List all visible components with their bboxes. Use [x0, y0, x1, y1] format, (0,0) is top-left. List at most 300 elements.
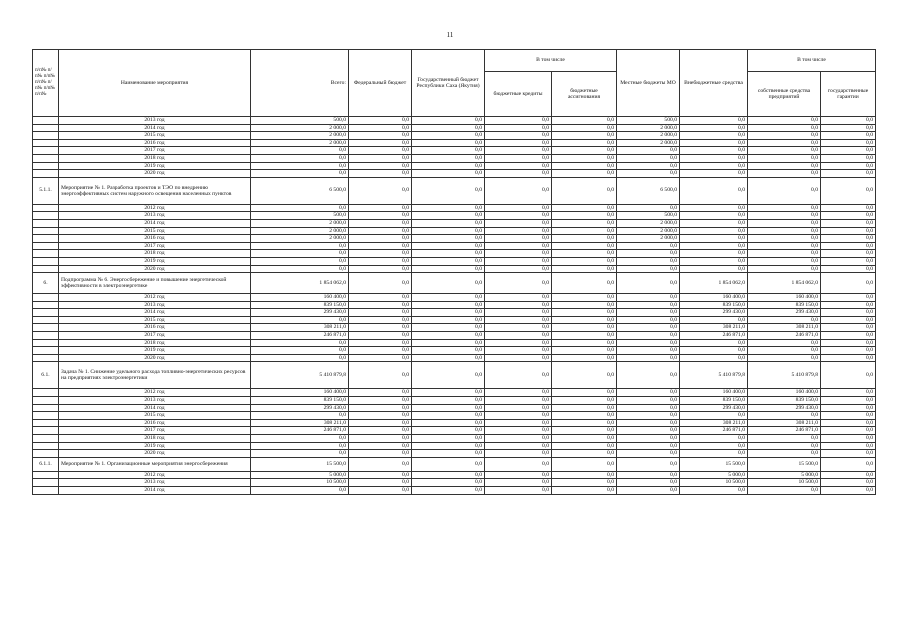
row-year: 2018 год [59, 435, 251, 443]
row-value: 2 000,0 [251, 227, 349, 235]
table-row [33, 332, 876, 340]
row-number [33, 324, 59, 332]
row-value: 0,0 [349, 397, 412, 405]
row-value: 0,0 [349, 139, 412, 147]
row-value: 0,0 [680, 347, 748, 355]
table-row [33, 177, 876, 204]
row-value: 0,0 [349, 294, 412, 302]
row-year: 2016 год [59, 324, 251, 332]
table-row [33, 309, 876, 317]
row-value: 0,0 [552, 486, 617, 494]
row-year: 2013 год [59, 301, 251, 309]
header-credits: бюджетные кредиты [485, 72, 552, 117]
row-value: 246 871,0 [680, 427, 748, 435]
row-value: 5 000,0 [680, 471, 748, 479]
row-year: 2019 год [59, 347, 251, 355]
row-value: 0,0 [748, 139, 821, 147]
row-year: 2017 год [59, 242, 251, 250]
row-value: 0,0 [412, 486, 485, 494]
row-number [33, 419, 59, 427]
row-value: 0,0 [552, 316, 617, 324]
row-value: 0,0 [251, 154, 349, 162]
row-value: 0,0 [821, 471, 876, 479]
row-value: 0,0 [748, 117, 821, 125]
row-value: 10 500,0 [748, 479, 821, 487]
row-value: 246 871,0 [748, 332, 821, 340]
row-value: 0,0 [617, 309, 680, 317]
row-value: 0,0 [552, 479, 617, 487]
row-number [33, 427, 59, 435]
row-value: 0,0 [748, 132, 821, 140]
row-value: 0,0 [349, 479, 412, 487]
row-value: 5 410 879,8 [680, 362, 748, 389]
row-value: 0,0 [552, 147, 617, 155]
row-value: 0,0 [680, 354, 748, 362]
table-row [33, 227, 876, 235]
row-value: 0,0 [748, 219, 821, 227]
row-value: 0,0 [412, 301, 485, 309]
row-number [33, 117, 59, 125]
row-value: 0,0 [680, 486, 748, 494]
row-value: 6 500,0 [617, 177, 680, 204]
row-year: 2020 год [59, 265, 251, 273]
table-row [33, 397, 876, 405]
row-value: 15 500,0 [680, 457, 748, 471]
row-value: 0,0 [617, 347, 680, 355]
row-value: 0,0 [485, 442, 552, 450]
row-value: 0,0 [552, 235, 617, 243]
row-value: 0,0 [349, 301, 412, 309]
row-value: 0,0 [617, 273, 680, 294]
header-state: Государственный бюджет Республики Саха (Якутия) [412, 50, 485, 117]
row-value: 0,0 [821, 204, 876, 212]
row-value: 0,0 [748, 354, 821, 362]
table-row [33, 170, 876, 178]
row-value: 0,0 [485, 324, 552, 332]
row-value: 0,0 [349, 412, 412, 420]
row-value: 0,0 [412, 265, 485, 273]
row-value: 0,0 [748, 442, 821, 450]
row-value: 0,0 [552, 170, 617, 178]
row-number [33, 257, 59, 265]
row-value: 2 000,0 [251, 124, 349, 132]
row-value: 0,0 [485, 362, 552, 389]
row-value: 0,0 [748, 435, 821, 443]
row-year: 2019 год [59, 257, 251, 265]
row-number [33, 309, 59, 317]
row-value: 0,0 [349, 204, 412, 212]
row-value: 0,0 [349, 435, 412, 443]
row-value: 0,0 [349, 457, 412, 471]
row-value: 0,0 [552, 301, 617, 309]
row-value: 0,0 [412, 219, 485, 227]
table-row [33, 219, 876, 227]
row-value: 0,0 [552, 404, 617, 412]
row-value: 0,0 [349, 471, 412, 479]
table-row [33, 273, 876, 294]
row-name: Мероприятие № 1. Разработка проектов и ТЭО по внедрению энергоэффективных систем наружного освещения населенных пунктов [59, 177, 251, 204]
budget-table [32, 49, 876, 495]
row-number [33, 486, 59, 494]
row-value: 0,0 [412, 212, 485, 220]
row-value: 0,0 [617, 316, 680, 324]
row-value: 1 854 062,0 [251, 273, 349, 294]
row-number [33, 339, 59, 347]
table-row [33, 362, 876, 389]
row-value: 2 000,0 [251, 219, 349, 227]
row-value: 0,0 [748, 177, 821, 204]
row-year: 2016 год [59, 235, 251, 243]
row-value: 0,0 [821, 339, 876, 347]
row-value: 0,0 [680, 250, 748, 258]
row-number [33, 397, 59, 405]
row-value: 2 000,0 [251, 139, 349, 147]
row-value: 299 430,0 [748, 404, 821, 412]
row-value: 0,0 [485, 404, 552, 412]
row-year: 2020 год [59, 354, 251, 362]
row-value: 0,0 [617, 162, 680, 170]
row-value: 0,0 [821, 219, 876, 227]
row-value: 0,0 [412, 309, 485, 317]
row-value: 0,0 [412, 162, 485, 170]
row-number [33, 250, 59, 258]
row-value: 0,0 [349, 132, 412, 140]
row-value: 0,0 [680, 435, 748, 443]
row-value: 500,0 [251, 212, 349, 220]
row-name: Подпрограмма № 6. Энергосбережение и повышение энергетической эффективности в электроэнергетике [59, 273, 251, 294]
row-value: 0,0 [748, 212, 821, 220]
table-row [33, 242, 876, 250]
row-value: 0,0 [412, 294, 485, 302]
row-value: 299 430,0 [251, 309, 349, 317]
row-value: 0,0 [251, 354, 349, 362]
row-value: 0,0 [617, 294, 680, 302]
table-row [33, 450, 876, 458]
row-value: 0,0 [748, 347, 821, 355]
row-number [33, 301, 59, 309]
row-value: 0,0 [412, 419, 485, 427]
table-row [33, 250, 876, 258]
row-value: 0,0 [485, 397, 552, 405]
row-year: 2020 год [59, 170, 251, 178]
row-value: 0,0 [821, 450, 876, 458]
row-value: 160 400,0 [251, 389, 349, 397]
row-value: 0,0 [485, 204, 552, 212]
row-value: 0,0 [349, 273, 412, 294]
row-value: 0,0 [821, 347, 876, 355]
row-value: 160 400,0 [748, 294, 821, 302]
row-value: 0,0 [821, 419, 876, 427]
row-value: 0,0 [680, 219, 748, 227]
row-value: 0,0 [485, 354, 552, 362]
row-value: 0,0 [251, 486, 349, 494]
row-value: 0,0 [412, 204, 485, 212]
row-value: 0,0 [617, 450, 680, 458]
row-name: Мероприятие № 1. Организационные мероприятия энергосбережения [59, 457, 251, 471]
row-value: 0,0 [412, 257, 485, 265]
row-value: 0,0 [349, 235, 412, 243]
row-value: 0,0 [251, 435, 349, 443]
row-number [33, 235, 59, 243]
row-number [33, 354, 59, 362]
row-value: 0,0 [617, 435, 680, 443]
table-row [33, 316, 876, 324]
row-value: 0,0 [485, 147, 552, 155]
row-value: 0,0 [680, 177, 748, 204]
row-value: 0,0 [485, 132, 552, 140]
row-value: 0,0 [349, 450, 412, 458]
table-row [33, 212, 876, 220]
row-number [33, 154, 59, 162]
row-year: 2012 год [59, 294, 251, 302]
row-value: 0,0 [617, 170, 680, 178]
row-value: 0,0 [821, 273, 876, 294]
row-value: 0,0 [821, 397, 876, 405]
row-value: 0,0 [485, 450, 552, 458]
row-value: 0,0 [821, 212, 876, 220]
header-federal: Федеральный бюджет [349, 50, 412, 117]
row-value: 0,0 [821, 117, 876, 125]
row-year: 2014 год [59, 486, 251, 494]
row-value: 0,0 [552, 250, 617, 258]
row-value: 0,0 [552, 419, 617, 427]
row-value: 0,0 [349, 162, 412, 170]
table-row [33, 154, 876, 162]
row-value: 0,0 [412, 235, 485, 243]
row-value: 0,0 [821, 362, 876, 389]
row-value: 160 400,0 [680, 389, 748, 397]
table-row [33, 457, 876, 471]
row-value: 0,0 [412, 457, 485, 471]
row-value: 0,0 [552, 139, 617, 147]
row-value: 0,0 [552, 362, 617, 389]
row-value: 0,0 [349, 250, 412, 258]
row-value: 0,0 [485, 316, 552, 324]
row-value: 0,0 [748, 170, 821, 178]
row-value: 500,0 [617, 212, 680, 220]
row-year: 2012 год [59, 471, 251, 479]
row-value: 0,0 [821, 235, 876, 243]
row-value: 0,0 [412, 154, 485, 162]
row-value: 0,0 [680, 339, 748, 347]
row-value: 0,0 [412, 389, 485, 397]
row-value: 0,0 [349, 389, 412, 397]
row-year: 2012 год [59, 389, 251, 397]
row-value: 0,0 [821, 242, 876, 250]
row-value: 0,0 [552, 332, 617, 340]
row-value: 0,0 [821, 486, 876, 494]
row-value: 308 211,0 [680, 419, 748, 427]
row-number [33, 435, 59, 443]
row-value: 6 500,0 [251, 177, 349, 204]
row-value: 15 500,0 [251, 457, 349, 471]
header-own-funds: собственные средства предприятий [748, 72, 821, 117]
row-value: 0,0 [680, 412, 748, 420]
row-value: 0,0 [251, 442, 349, 450]
row-value: 0,0 [485, 412, 552, 420]
row-number [33, 265, 59, 273]
row-number [33, 332, 59, 340]
row-value: 2 000,0 [617, 139, 680, 147]
row-value: 0,0 [552, 435, 617, 443]
table-row [33, 139, 876, 147]
row-value: 0,0 [485, 265, 552, 273]
row-number [33, 242, 59, 250]
row-year: 2015 год [59, 316, 251, 324]
row-year: 2013 год [59, 117, 251, 125]
row-value: 0,0 [821, 479, 876, 487]
row-year: 2017 год [59, 427, 251, 435]
row-value: 0,0 [412, 170, 485, 178]
row-value: 0,0 [821, 139, 876, 147]
row-value: 0,0 [617, 204, 680, 212]
row-value: 0,0 [748, 257, 821, 265]
row-value: 0,0 [485, 486, 552, 494]
row-number [33, 389, 59, 397]
row-value: 0,0 [349, 257, 412, 265]
row-value: 0,0 [251, 450, 349, 458]
row-value: 0,0 [412, 471, 485, 479]
row-value: 160 400,0 [251, 294, 349, 302]
row-value: 0,0 [680, 124, 748, 132]
row-value: 0,0 [552, 412, 617, 420]
table-row [33, 389, 876, 397]
row-value: 1 854 062,0 [680, 273, 748, 294]
row-value: 2 000,0 [617, 227, 680, 235]
row-value: 0,0 [412, 316, 485, 324]
row-value: 0,0 [552, 219, 617, 227]
table-row [33, 347, 876, 355]
row-value: 0,0 [617, 412, 680, 420]
row-value: 0,0 [680, 450, 748, 458]
row-value: 0,0 [412, 227, 485, 235]
row-number [33, 139, 59, 147]
row-value: 0,0 [251, 147, 349, 155]
row-value: 0,0 [821, 324, 876, 332]
row-number: 6.1. [33, 362, 59, 389]
row-value: 0,0 [251, 412, 349, 420]
row-year: 2019 год [59, 442, 251, 450]
row-value: 0,0 [680, 204, 748, 212]
row-value: 0,0 [680, 235, 748, 243]
row-value: 0,0 [349, 117, 412, 125]
row-value: 0,0 [349, 154, 412, 162]
row-value: 0,0 [485, 347, 552, 355]
row-value: 0,0 [412, 132, 485, 140]
table-row [33, 124, 876, 132]
row-value: 0,0 [748, 250, 821, 258]
row-value: 0,0 [617, 442, 680, 450]
row-value: 0,0 [680, 316, 748, 324]
row-value: 0,0 [748, 204, 821, 212]
row-number [33, 316, 59, 324]
row-value: 246 871,0 [251, 427, 349, 435]
row-value: 0,0 [412, 397, 485, 405]
row-value: 0,0 [821, 332, 876, 340]
row-value: 0,0 [412, 435, 485, 443]
row-value: 0,0 [680, 257, 748, 265]
row-value: 0,0 [748, 339, 821, 347]
row-value: 0,0 [821, 124, 876, 132]
row-year: 2015 год [59, 412, 251, 420]
table-row [33, 486, 876, 494]
row-value: 0,0 [748, 316, 821, 324]
row-value: 0,0 [552, 389, 617, 397]
row-value: 0,0 [412, 117, 485, 125]
row-value: 0,0 [617, 486, 680, 494]
row-value: 10 500,0 [251, 479, 349, 487]
row-value: 0,0 [821, 132, 876, 140]
row-value: 0,0 [349, 419, 412, 427]
row-year: 2012 год [59, 204, 251, 212]
row-value: 0,0 [485, 124, 552, 132]
row-value: 0,0 [349, 347, 412, 355]
row-value: 0,0 [485, 162, 552, 170]
row-value: 299 430,0 [680, 404, 748, 412]
row-value: 308 211,0 [748, 419, 821, 427]
table-row [33, 435, 876, 443]
row-value: 299 430,0 [748, 309, 821, 317]
row-value: 0,0 [821, 389, 876, 397]
row-value: 0,0 [680, 132, 748, 140]
row-value: 0,0 [617, 354, 680, 362]
row-value: 0,0 [485, 170, 552, 178]
row-value: 0,0 [552, 450, 617, 458]
row-value: 0,0 [485, 139, 552, 147]
row-value: 0,0 [485, 389, 552, 397]
row-value: 0,0 [680, 227, 748, 235]
row-value: 10 500,0 [680, 479, 748, 487]
row-value: 246 871,0 [748, 427, 821, 435]
row-year: 2018 год [59, 154, 251, 162]
row-value: 0,0 [821, 316, 876, 324]
row-value: 0,0 [821, 412, 876, 420]
row-value: 0,0 [349, 442, 412, 450]
row-value: 246 871,0 [251, 332, 349, 340]
row-value: 0,0 [680, 117, 748, 125]
row-value: 0,0 [821, 442, 876, 450]
row-value: 308 211,0 [680, 324, 748, 332]
row-year: 2016 год [59, 419, 251, 427]
row-value: 0,0 [485, 154, 552, 162]
row-value: 299 430,0 [680, 309, 748, 317]
row-value: 0,0 [552, 354, 617, 362]
row-value: 0,0 [617, 457, 680, 471]
row-value: 0,0 [485, 435, 552, 443]
row-value: 0,0 [821, 309, 876, 317]
page-number: 11 [446, 31, 454, 39]
row-value: 0,0 [821, 162, 876, 170]
row-value: 0,0 [412, 404, 485, 412]
row-value: 0,0 [412, 427, 485, 435]
row-value: 0,0 [412, 139, 485, 147]
row-value: 0,0 [349, 147, 412, 155]
row-value: 0,0 [485, 427, 552, 435]
row-value: 0,0 [251, 347, 349, 355]
row-value: 299 430,0 [251, 404, 349, 412]
row-value: 2 000,0 [617, 235, 680, 243]
row-value: 0,0 [349, 324, 412, 332]
row-value: 0,0 [349, 316, 412, 324]
row-value: 0,0 [485, 273, 552, 294]
table-row [33, 265, 876, 273]
row-value: 0,0 [821, 427, 876, 435]
row-value: 0,0 [485, 219, 552, 227]
row-value: 0,0 [552, 294, 617, 302]
row-number [33, 404, 59, 412]
row-value: 0,0 [617, 257, 680, 265]
row-value: 2 000,0 [617, 219, 680, 227]
